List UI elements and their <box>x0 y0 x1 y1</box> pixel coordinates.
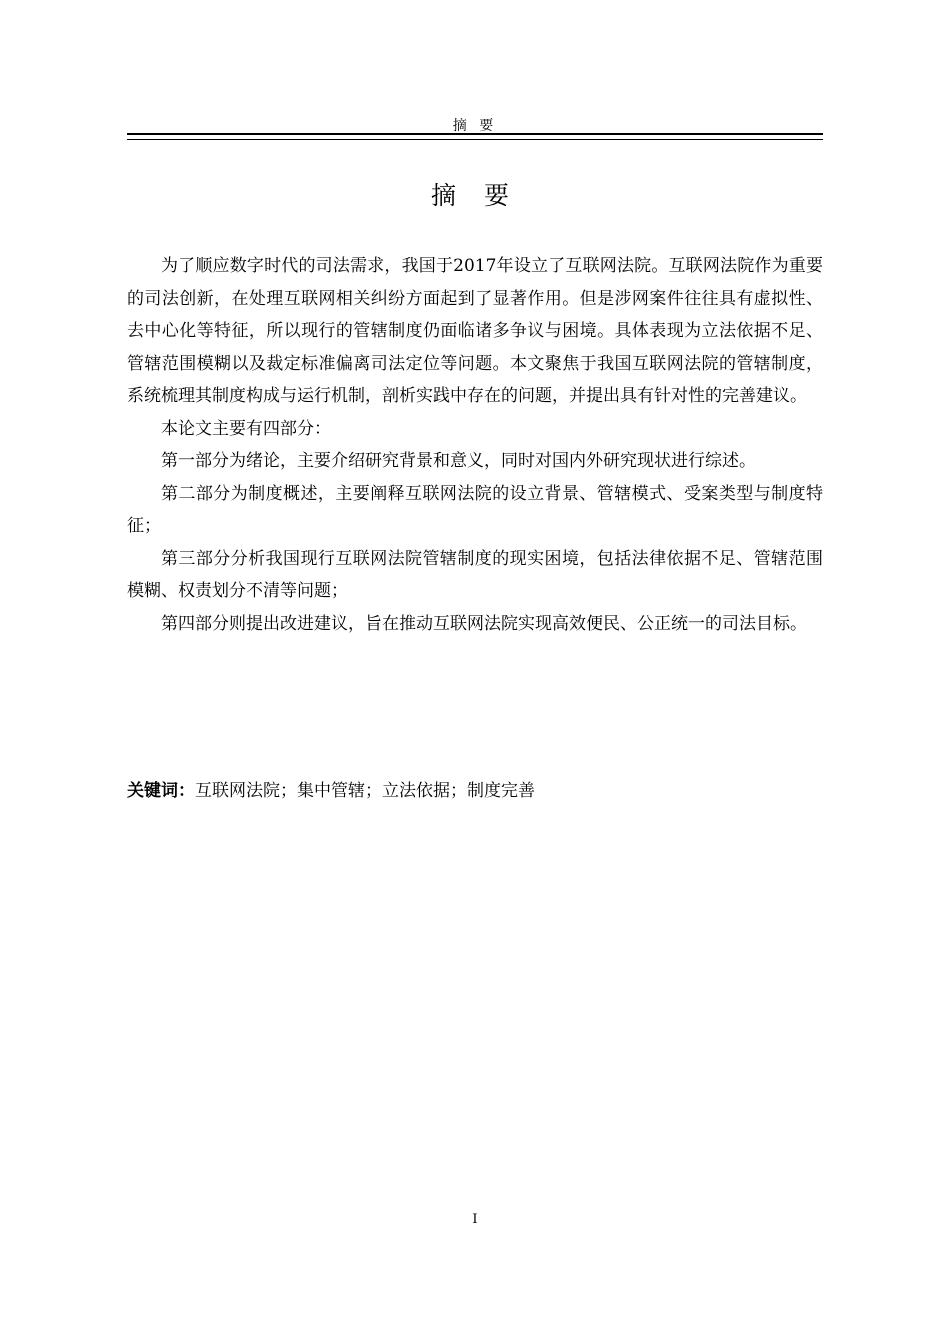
keywords-line <box>127 775 823 807</box>
abstract-paragraph-3: 第一部分为绪论，主要介绍研究背景和意义，同时对国内外研究现状进行综述。 <box>161 451 756 471</box>
abstract-paragraph-6: 第四部分则提出改进建议，旨在推动互联网法院实现高效便民、公正统一的司法目标。 <box>161 613 807 634</box>
keywords-label: 关键词： <box>127 781 195 801</box>
page-number: I <box>472 1212 478 1227</box>
abstract-paragraph-1: 为了顺应数字时代的司法需求，我国于2017年设立了互联网法院。互联网法院作为重要的司法创新，在处理互联网相关纠纷方面起到了显著作用。但是涉网案件往往具有虚拟性、去中心化等特征，所以现行的管辖制度仍面临诸多争议与困境。具体表现为立法依据不足、管辖范围模糊以及裁定标准偏离司法定位等问题。本文聚焦于我国互联网法院的管辖制度，系统梳理其制度构成与运行机制，剖析实践中存在的问题，并提出具有针对性的完善建议。 <box>127 256 823 406</box>
abstract-body <box>127 250 823 640</box>
abstract-paragraph-5: 第三部分分析我国现行互联网法院管辖制度的现实困境，包括法律依据不足、管辖范围模糊、权责划分不清等问题； <box>127 548 823 601</box>
abstract-paragraph-2: 本论文主要有四部分： <box>161 418 331 439</box>
keywords-text: 互联网法院；集中管辖；立法依据；制度完善 <box>195 781 535 801</box>
header-rule <box>127 133 823 140</box>
page-title: 摘 要 <box>431 181 519 210</box>
running-header: 摘 要 <box>452 118 498 134</box>
abstract-paragraph-4: 第二部分为制度概述，主要阐释互联网法院的设立背景、管辖模式、受案类型与制度特征； <box>127 483 823 536</box>
